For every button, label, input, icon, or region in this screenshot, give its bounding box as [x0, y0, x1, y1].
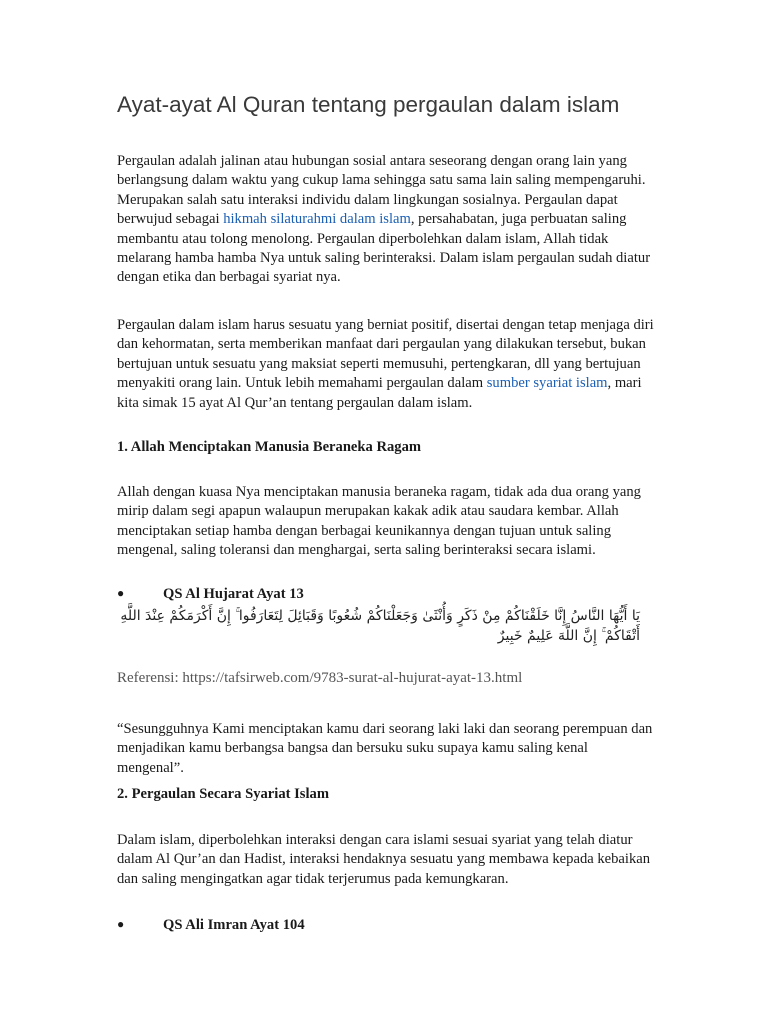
- second-paragraph: [117, 316, 657, 413]
- intro-paragraph: [117, 152, 657, 288]
- verse-translation: “Sesungguhnya Kami menciptakan kamu dari seorang laki laki dan seorang perempuan dan menjadikan kamu berbangsa bangsa dan bersuku suku supaya kamu saling kenal mengenal”.: [117, 721, 653, 776]
- intro-text-1: Pergaulan adalah jalinan atau hubungan sosial antara seseorang dengan orang lain yang berlangsung dalam waktu yang cukup lama sehingga satu sama lain saling mempengaruhi. Merupakan salah satu interaksi individu dalam lingkungan sosialnya. Pergaulan dapat berwujud sebagai: [117, 153, 646, 228]
- section-1-body: Allah dengan kuasa Nya menciptakan manusia beraneka ragam, tidak ada dua orang yang mirip dalam segi apapun walaupun merupakan kakak adik atau saudara kembar. Allah menciptakan setiap hamba dengan berbagai keunikannya dengan tujuan untuk saling mengenal, saling toleransi dan menghargai, serta saling berinteraksi secara islami.: [117, 484, 641, 559]
- bullet-icon: ●: [117, 917, 125, 931]
- page-title: Ayat-ayat Al Quran tentang pergaulan dalam islam: [117, 92, 620, 117]
- para2-text-1: Pergaulan dalam islam harus sesuatu yang berniat positif, disertai dengan tetap menjaga diri dan kehormatan, serta memberikan manfaat dari pergaulan yang dilakukan tersebut, bukan bertujuan untuk sesuatu yang maksiat seperti memusuhi, pertengkaran, dll yang bertujuan menyakiti orang lain. Untuk lebih memahami pergaulan dalam: [117, 317, 654, 392]
- section-2-heading: 2. Pergaulan Secara Syariat Islam: [117, 786, 329, 802]
- section-2-bullet-label: QS Ali Imran Ayat 104: [163, 917, 305, 933]
- section-2-body: Dalam islam, diperbolehkan interaksi dengan cara islami sesuai syariat yang telah diatur dalam Al Qur’an dan Hadist, interaksi hendaknya sesuatu yang membawa kepada kebaikan dan saling mengingatkan agar tidak terjerumus pada kemungkaran.: [117, 832, 651, 887]
- intro-text-2: , persahabatan, juga perbuatan saling membantu atau tolong menolong. Pergaulan diperbolehkan dalam islam, Allah tidak melarang hamba hamba Nya untuk saling berinteraksi. Dalam islam pergaulan sudah diatur dengan etika dan berbagai syariat nya.: [117, 211, 651, 286]
- arabic-verse: يَا أَيُّهَا النَّاسُ إِنَّا خَلَقْنَاكُمْ مِنْ ذَكَرٍ وَأُنْثَىٰ وَجَعَلْنَاكُمْ شُعُوبًا وَقَبَائِلَ لِتَعَارَفُوا ۚ إِنَّ أَكْرَمَكُمْ عِنْدَ اللَّهِ أَتْقَاكُمْ ۚ إِنَّ اللَّهَ عَلِيمٌ خَبِيرٌ: [120, 608, 640, 644]
- link-sumber-syariat[interactable]: sumber syariat islam: [486, 375, 608, 392]
- link-hikmah-silaturahmi[interactable]: hikmah silaturahmi dalam islam: [223, 211, 411, 228]
- section-1-bullet-label: QS Al Hujarat Ayat 13: [163, 586, 304, 602]
- para2-text-2: , mari kita simak 15 ayat Al Qur’an tentang pergaulan dalam islam.: [117, 375, 642, 411]
- bullet-icon: ●: [117, 586, 125, 600]
- reference-link[interactable]: Referensi: https://tafsirweb.com/9783-surat-al-hujurat-ayat-13.html: [117, 670, 523, 686]
- section-1-heading: 1. Allah Menciptakan Manusia Beraneka Ragam: [117, 439, 422, 455]
